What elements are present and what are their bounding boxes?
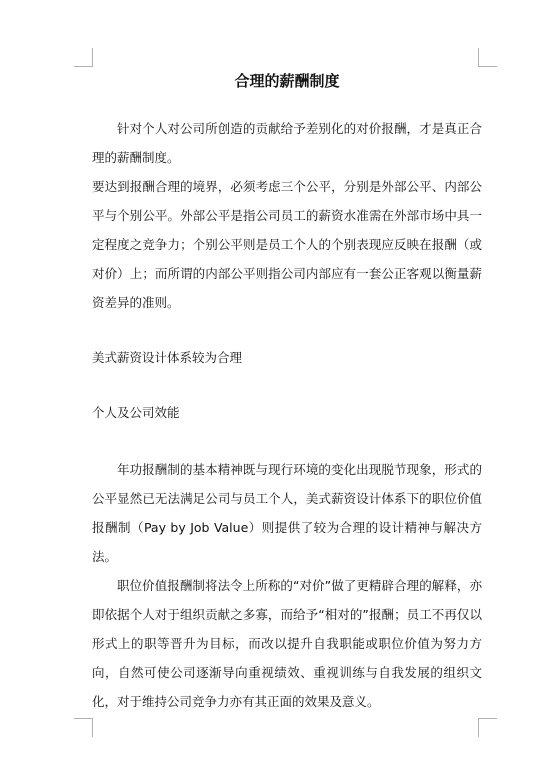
paragraph-fairness: 要达到报酬合理的境界，必须考虑三个公平，分别是外部公平、内部公平与个别公平。外部公平是指公司员工的薪资水准需在外部市场中具一定程度之竞争力；个别公平则是员工个人的个别表现应反映在报酬（或对价）上；而所谓的内部公平则指公司内部应有一套公正客观以衡量薪资差异的准则。 (92, 179, 482, 310)
crop-mark-top-right (478, 48, 497, 67)
paragraph-intro: 针对个人对公司所创造的贡献给予差别化的对价报酬，才是真正合理的薪酬制度。 (92, 121, 482, 165)
crop-mark-bottom-left (74, 718, 93, 737)
section-heading-us-system: 美式薪资设计体系较为合理 (92, 350, 243, 365)
document-body (92, 68, 482, 716)
section-heading-efficiency: 个人及公司效能 (92, 405, 180, 420)
crop-mark-top-left (74, 48, 93, 67)
crop-mark-bottom-right (478, 718, 497, 737)
document-title: 合理的薪酬制度 (234, 72, 340, 90)
paragraph-seniority-pay: 年功报酬制的基本精神既与现行环境的变化出现脱节现象，形式的公平显然已无法满足公司与员工个人，美式薪资设计体系下的职位价值报酬制（Pay by Job Value）则提供了较为合理的设计精神与解决方法。 (92, 462, 482, 564)
paragraph-job-value-pay: 职位价值报酬制将法令上所称的“对价”做了更精辟合理的解释，亦即依据个人对于组织贡献之多寡，而给予“相对的”报酬；员工不再仅以形式上的职等晋升为目标，而改以提升自我职能或职位价值为努力方向，自然可使公司逐渐导向重视绩效、重视训练与自我发展的组织文化，对于维持公司竞争力亦有其正面的效果及意义。 (92, 578, 482, 709)
